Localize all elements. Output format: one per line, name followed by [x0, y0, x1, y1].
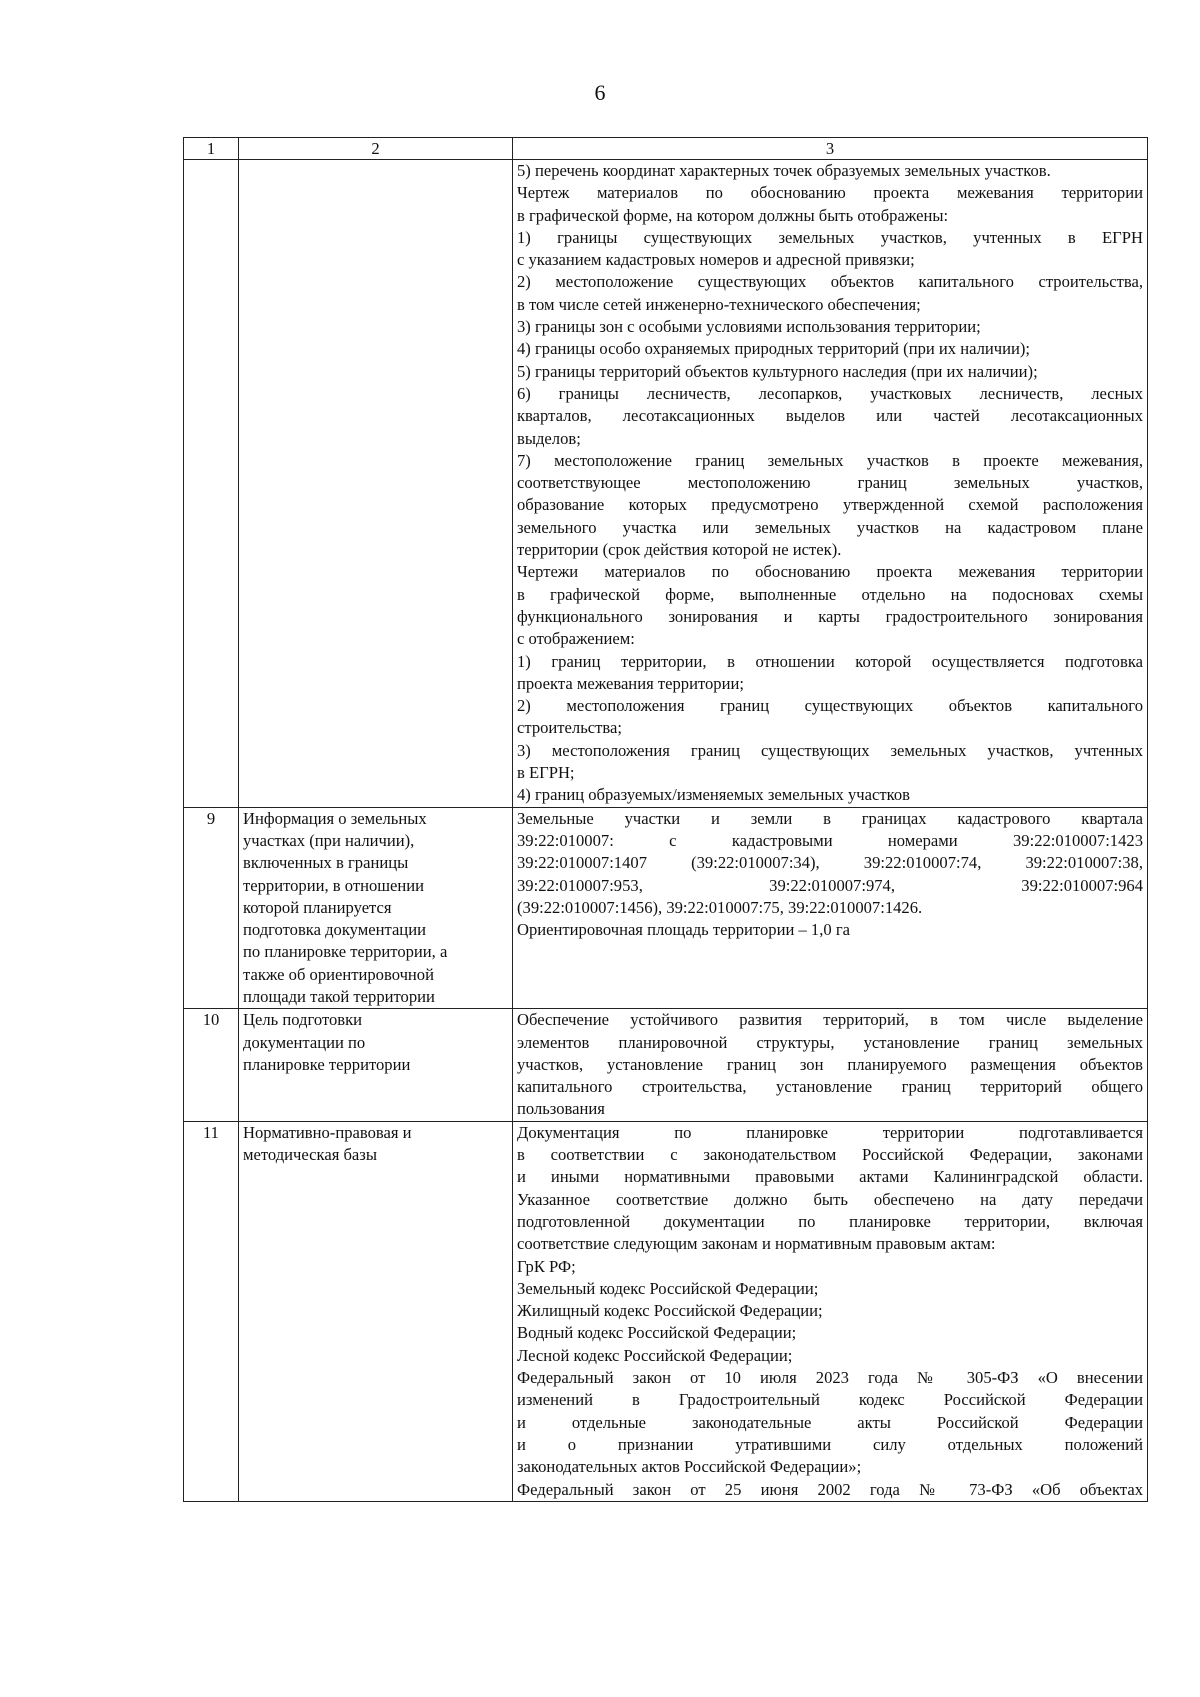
- row-name-line: которой планируется: [243, 897, 392, 917]
- row-number-cell: 9: [184, 807, 239, 1009]
- text-line: 1) границы существующих земельных участков, учтенных в ЕГРН: [517, 227, 1143, 247]
- text-line: 39:22:010007:1407 (39:22:010007:34), 39:22:010007:74, 39:22:010007:38,: [517, 853, 1143, 873]
- text-line: соответствие следующим законам и нормативным правовым актам:: [517, 1234, 996, 1254]
- text-line: капитального строительства, установление границ территорий общего: [517, 1077, 1143, 1097]
- header-col-1: 1: [184, 138, 239, 160]
- row-name-line: также об ориентировочной: [243, 964, 434, 984]
- row-name-line: включенных в границы: [243, 853, 409, 873]
- row-name-cell: [239, 160, 513, 808]
- text-line: Ориентировочная площадь территории – 1,0 га: [517, 920, 850, 940]
- text-line: земельного участка или земельных участков на кадастровом плане: [517, 517, 1143, 537]
- row-name-line: территории, в отношении: [243, 875, 425, 895]
- text-line: 1) границ территории, в отношении которой осуществляется подготовка: [517, 651, 1143, 671]
- table-row-11: [184, 1121, 1148, 1501]
- table-row-9: [184, 807, 1148, 1009]
- text-line: и отдельные законодательные акты Российской Федерации: [517, 1412, 1143, 1432]
- row-name-line: документации по: [243, 1032, 366, 1052]
- header-col-2: 2: [239, 138, 513, 160]
- row-name-line: методическая базы: [243, 1145, 377, 1165]
- text-line: Жилищный кодекс Российской Федерации;: [517, 1301, 823, 1321]
- requirements-table: [183, 137, 1148, 1502]
- text-line: изменений в Градостроительный кодекс Российской Федерации: [517, 1390, 1143, 1410]
- text-line: подготовленной документации по планировке территории, включая: [517, 1211, 1143, 1231]
- text-line: элементов планировочной структуры, установление границ земельных: [517, 1032, 1143, 1052]
- text-line: Земельный кодекс Российской Федерации;: [517, 1278, 819, 1298]
- row-name-cell: [239, 807, 513, 1009]
- text-line: 39:22:010007:953, 39:22:010007:974, 39:22:010007:964: [517, 875, 1143, 895]
- text-line: Указанное соответствие должно быть обеспечено на дату передачи: [517, 1189, 1143, 1209]
- text-line: и о признании утратившими силу отдельных положений: [517, 1434, 1143, 1454]
- text-line: соответствующее местоположению границ земельных участков,: [517, 473, 1143, 493]
- text-line: 6) границы лесничеств, лесопарков, участковых лесничеств, лесных: [517, 383, 1143, 403]
- text-line: ГрК РФ;: [517, 1256, 576, 1276]
- table-header-row: [184, 138, 1148, 160]
- text-line: 5) границы территорий объектов культурного наследия (при их наличии);: [517, 361, 1038, 381]
- row-name-line: площади такой территории: [243, 986, 435, 1006]
- row-number-cell: [184, 160, 239, 808]
- text-line: строительства;: [517, 718, 622, 738]
- text-line: (39:22:010007:1456), 39:22:010007:75, 39:22:010007:1426.: [517, 897, 923, 917]
- row-name-line: участках (при наличии),: [243, 830, 415, 850]
- row-name-line: по планировке территории, а: [243, 942, 448, 962]
- row-name-line: Информация о земельных: [243, 808, 427, 828]
- text-line: 4) границы особо охраняемых природных территорий (при их наличии);: [517, 339, 1031, 359]
- text-line: Земельные участки и земли в границах кадастрового квартала: [517, 808, 1143, 828]
- text-line: 2) местоположение существующих объектов капитального строительства,: [517, 272, 1143, 292]
- row-number-cell: 10: [184, 1009, 239, 1121]
- text-line: в том числе сетей инженерно-технического обеспечения;: [517, 294, 921, 314]
- text-line: в ЕГРН;: [517, 763, 575, 783]
- table-row-continued: [184, 160, 1148, 808]
- text-line: законодательных актов Российской Федерации»;: [517, 1457, 862, 1477]
- row-content-cell: [513, 160, 1148, 808]
- text-line: в соответствии с законодательством Российской Федерации, законами: [517, 1145, 1143, 1165]
- text-line: в графической форме, выполненные отдельно на подосновах схемы: [517, 584, 1143, 604]
- row-name-cell: [239, 1121, 513, 1501]
- text-line: территории (срок действия которой не истек).: [517, 540, 842, 560]
- text-line: Документация по планировке территории подготавливается: [517, 1122, 1143, 1142]
- text-line: и иными нормативными правовыми актами Калининградской области.: [517, 1167, 1143, 1187]
- text-line: Лесной кодекс Российской Федерации;: [517, 1345, 793, 1365]
- text-line: с указанием кадастровых номеров и адресной привязки;: [517, 250, 915, 270]
- row-name-line: подготовка документации: [243, 920, 426, 940]
- text-line: Федеральный закон от 10 июля 2023 года № 305-ФЗ «О внесении: [517, 1368, 1143, 1388]
- text-line: образование которых предусмотрено утвержденной схемой расположения: [517, 495, 1143, 515]
- text-line: участков, установление границ зон планируемого размещения объектов: [517, 1054, 1143, 1074]
- text-line: Чертеж материалов по обоснованию проекта межевания территории: [517, 183, 1143, 203]
- table-row-10: [184, 1009, 1148, 1121]
- row-content-cell: [513, 1121, 1148, 1501]
- text-line: проекта межевания территории;: [517, 673, 744, 693]
- page-number: 6: [594, 80, 606, 105]
- text-line: 2) местоположения границ существующих объектов капитального: [517, 696, 1143, 716]
- text-line: кварталов, лесотаксационных выделов или частей лесотаксационных: [517, 406, 1143, 426]
- row-name-line: Цель подготовки: [243, 1010, 363, 1030]
- text-line: функционального зонирования и карты градостроительного зонирования: [517, 606, 1143, 626]
- row-name-cell: [239, 1009, 513, 1121]
- text-line: 4) границ образуемых/изменяемых земельных участков: [517, 785, 910, 805]
- text-line: Федеральный закон от 25 июня 2002 года № 73-ФЗ «Об объектах: [517, 1479, 1143, 1499]
- text-line: 7) местоположение границ земельных участков в проекте межевания,: [517, 450, 1143, 470]
- text-line: 3) местоположения границ существующих земельных участков, учтенных: [517, 740, 1143, 760]
- text-line: с отображением:: [517, 629, 635, 649]
- text-line: выделов;: [517, 428, 581, 448]
- text-line: 3) границы зон с особыми условиями использования территории;: [517, 317, 981, 337]
- row-number-cell: 11: [184, 1121, 239, 1501]
- row-content-cell: [513, 807, 1148, 1009]
- header-col-3: 3: [513, 138, 1148, 160]
- text-line: в графической форме, на котором должны быть отображены:: [517, 205, 949, 225]
- text-line: Чертежи материалов по обоснованию проекта межевания территории: [517, 562, 1143, 582]
- text-line: Обеспечение устойчивого развития территорий, в том числе выделение: [517, 1010, 1143, 1030]
- text-line: 39:22:010007: с кадастровыми номерами 39:22:010007:1423: [517, 830, 1143, 850]
- text-line: Водный кодекс Российской Федерации;: [517, 1323, 797, 1343]
- text-line: 5) перечень координат характерных точек образуемых земельных участков.: [517, 161, 1051, 180]
- text-line: пользования: [517, 1099, 605, 1119]
- row-name-line: Нормативно-правовая и: [243, 1122, 412, 1142]
- row-content-cell: [513, 1009, 1148, 1121]
- row-name-line: планировке территории: [243, 1054, 411, 1074]
